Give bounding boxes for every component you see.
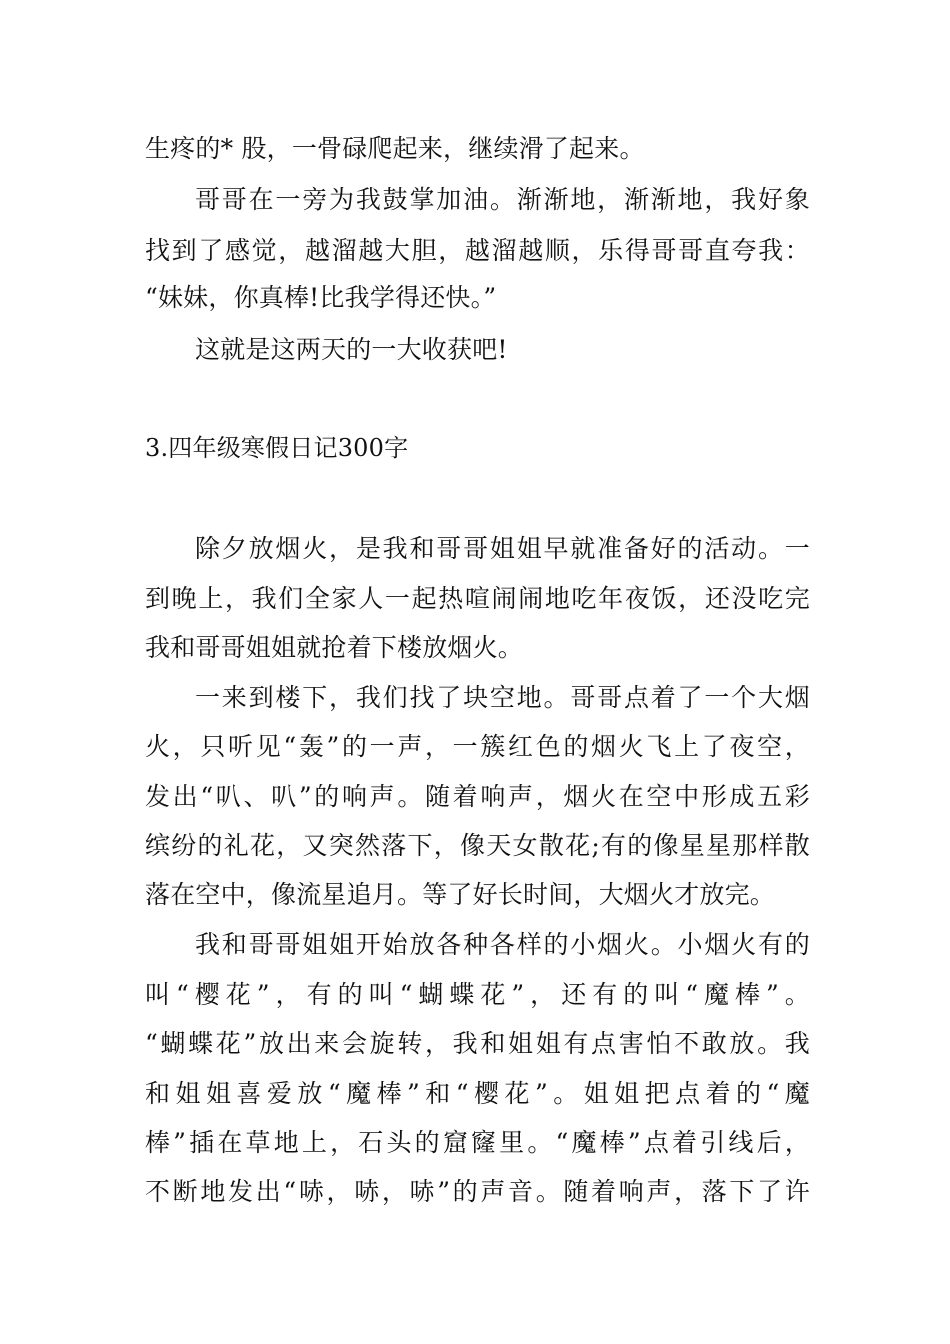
paragraph-line: 我和哥哥姐姐就抢着下楼放烟火。 xyxy=(145,633,524,662)
paragraph-line: 哥哥在一旁为我鼓掌加油。渐渐地，渐渐地，我好象 xyxy=(195,185,810,214)
paragraph-line: 找到了感觉，越溜越大胆，越溜越顺，乐得哥哥直夸我： xyxy=(145,236,810,265)
section-title: 3.四年级寒假日记300字 xyxy=(145,434,409,462)
paragraph-line: “妹妹，你真棒!比我学得还快。” xyxy=(145,283,497,312)
paragraph-line: 不断地发出“哧，哧，哧”的声音。随着响声，落下了许 xyxy=(145,1177,810,1206)
paragraph-line: 一来到楼下，我们找了块空地。哥哥点着了一个大烟 xyxy=(195,683,810,712)
paragraph-line: 和姐姐喜爱放“魔棒”和“樱花”。姐姐把点着的“魔 xyxy=(145,1079,810,1108)
paragraph-line: 到晚上，我们全家人一起热喧闹闹地吃年夜饭，还没吃完 xyxy=(145,584,810,613)
paragraph-line: 发出“叭、叭”的响声。随着响声，烟火在空中形成五彩 xyxy=(145,782,810,811)
paragraph-line: 这就是这两天的一大收获吧! xyxy=(195,335,508,364)
paragraph-line: 我和哥哥姐姐开始放各种各样的小烟火。小烟火有的 xyxy=(195,930,810,959)
paragraph-line: “蝴蝶花”放出来会旋转，我和姐姐有点害怕不敢放。我 xyxy=(145,1029,810,1058)
paragraph-line: 叫“樱花”，有的叫“蝴蝶花”，还有的叫“魔棒”。 xyxy=(145,980,810,1009)
paragraph-line: 火，只听见“轰”的一声，一簇红色的烟火飞上了夜空， xyxy=(145,732,810,761)
paragraph-line: 除夕放烟火，是我和哥哥姐姐早就准备好的活动。一 xyxy=(195,534,810,563)
paragraph-line: 落在空中，像流星追月。等了好长时间，大烟火才放完。 xyxy=(145,880,776,909)
paragraph-line: 生疼的* 股，一骨碌爬起来，继续滑了起来。 xyxy=(145,134,645,163)
paragraph-line: 棒”插在草地上，石头的窟窿里。“魔棒”点着引线后， xyxy=(145,1128,810,1157)
paragraph-line: 缤纷的礼花，又突然落下，像天女散花;有的像星星那样散 xyxy=(145,831,810,860)
